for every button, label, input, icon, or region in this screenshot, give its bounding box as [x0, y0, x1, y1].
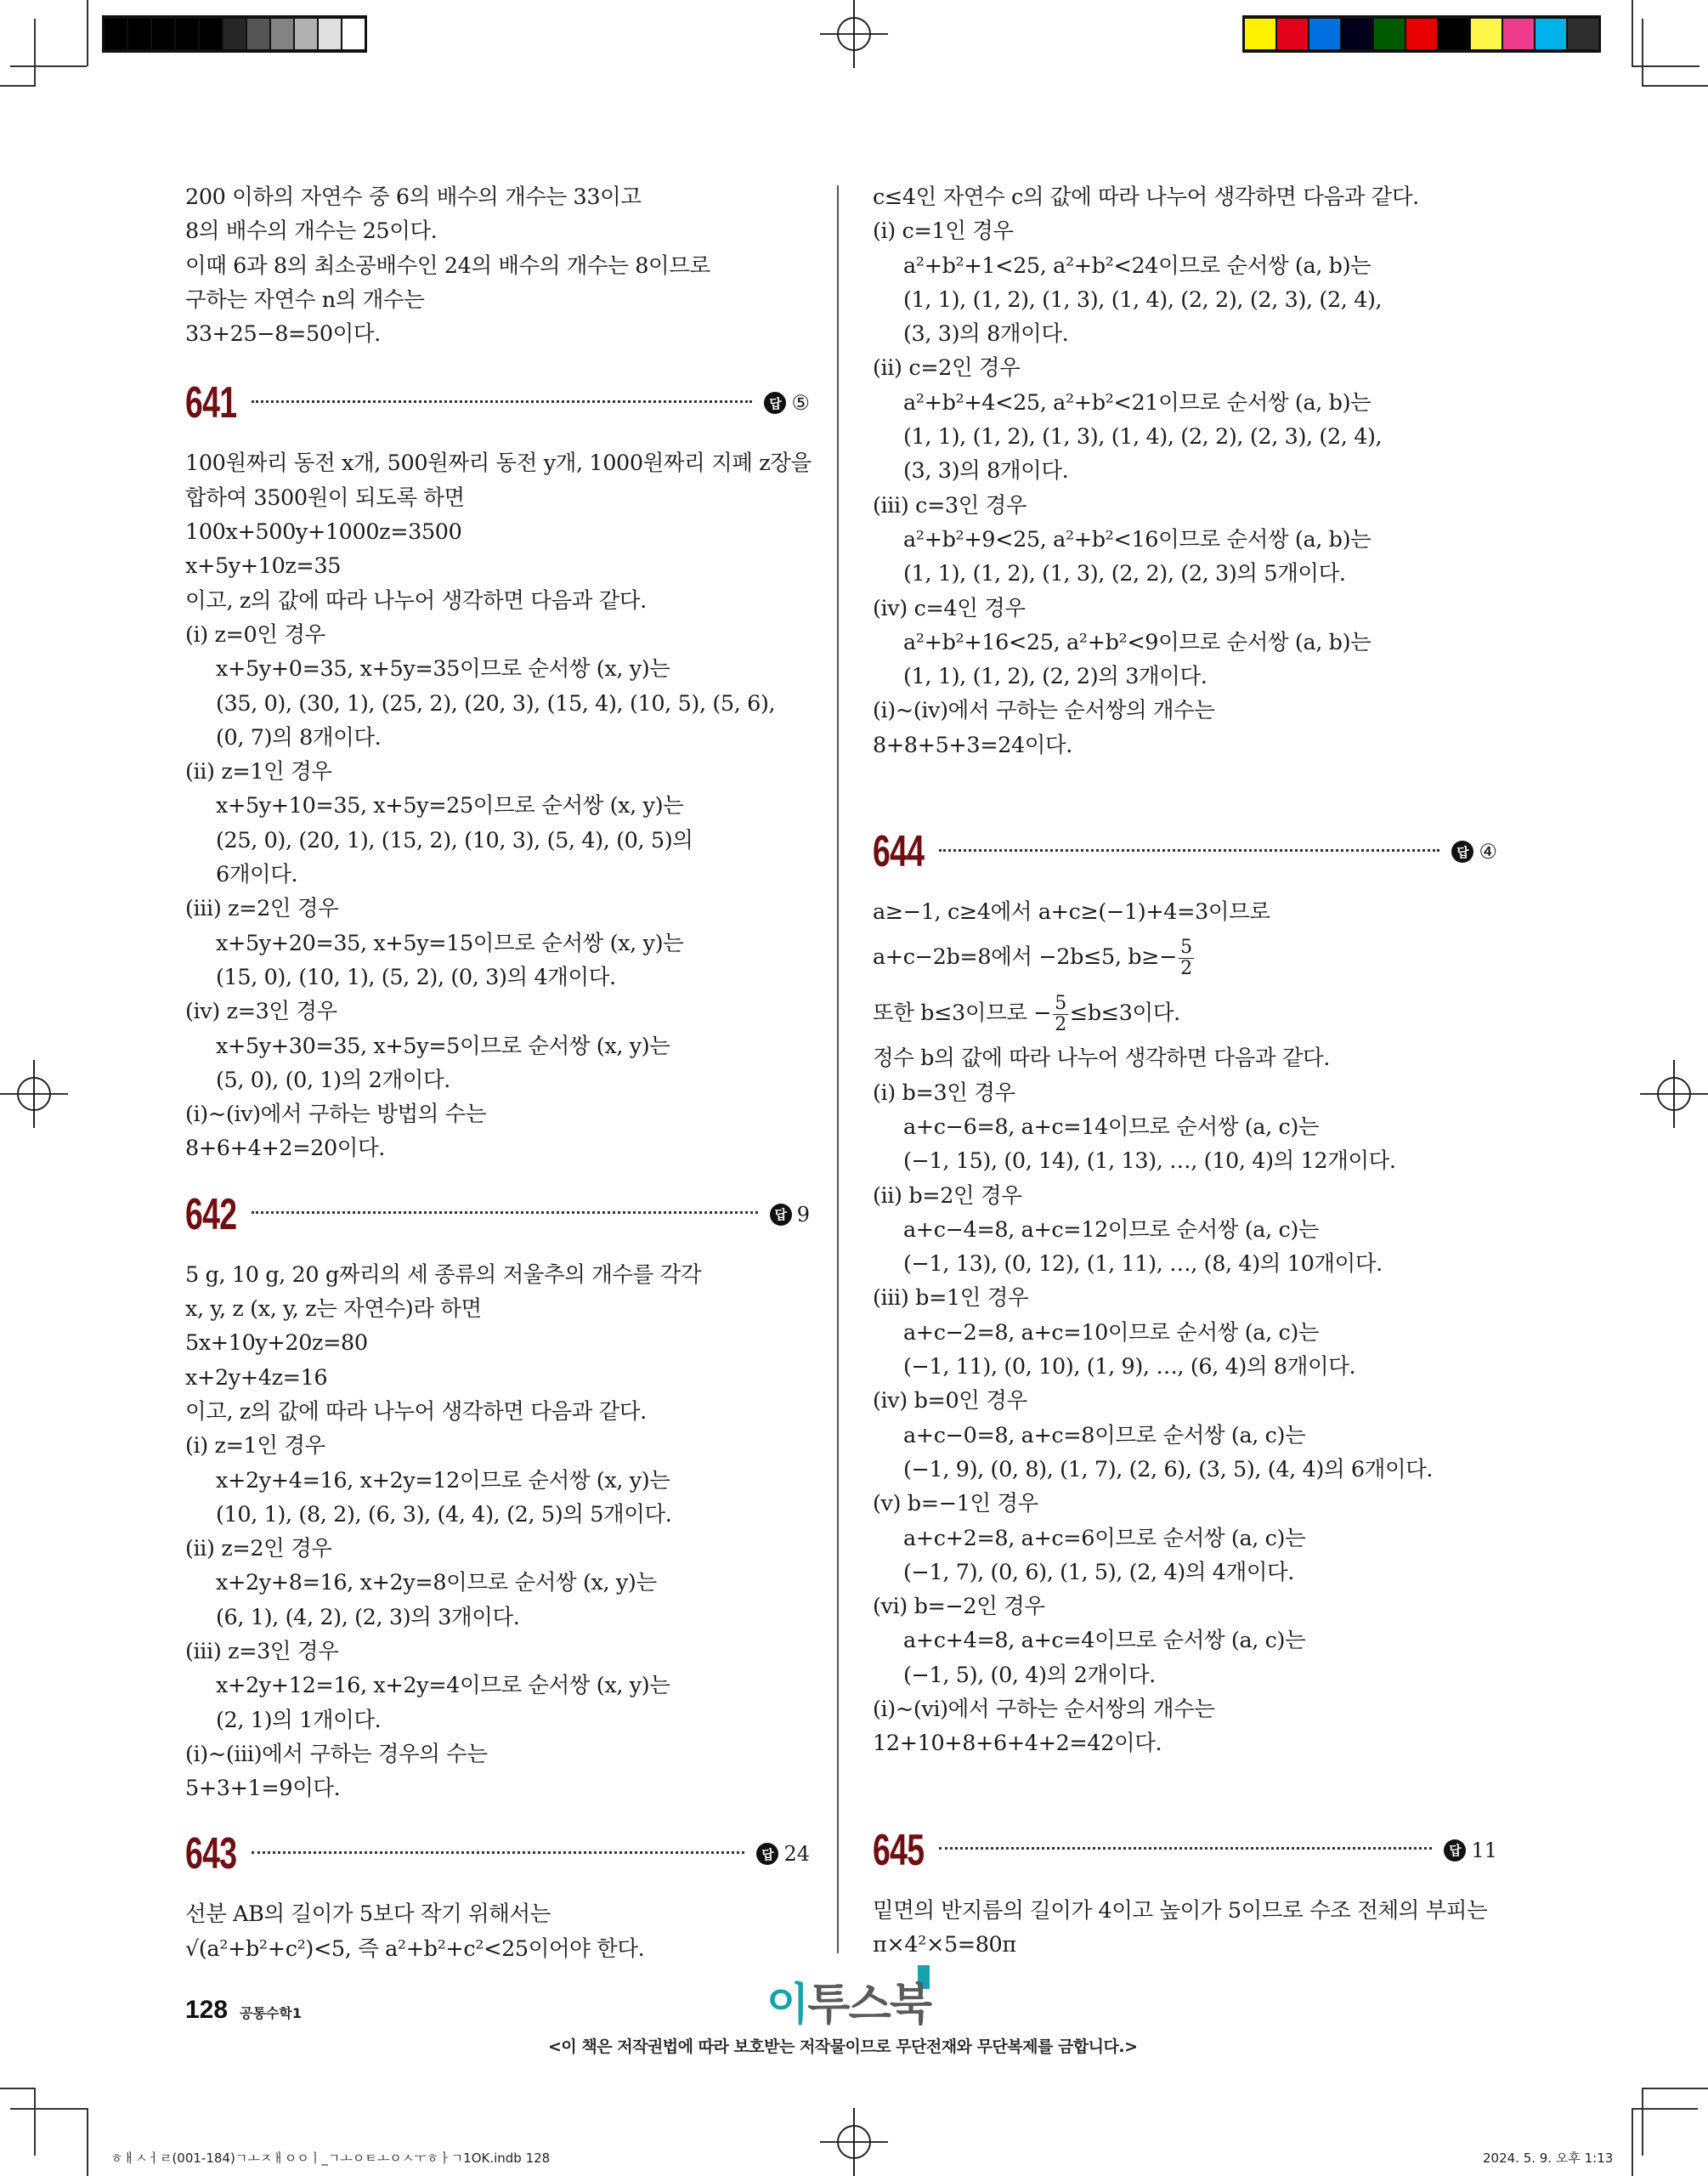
- answer: [764, 391, 810, 415]
- text-line: 8+6+4+2=20이다.: [185, 1136, 385, 1162]
- text-line: x+5y+30=35, x+5y=5이므로 순서쌍 (x, y)는: [216, 1033, 670, 1059]
- color-swatch: [1342, 19, 1372, 49]
- text-line: (−1, 13), (0, 12), (1, 11), …, (8, 4)의 10개이다.: [903, 1251, 1383, 1278]
- text-line: 정수 b의 값에 따라 나누어 생각하면 다음과 같다.: [873, 1046, 1330, 1072]
- problem-header-643: [185, 1824, 810, 1884]
- problem-number: 641: [185, 378, 237, 428]
- text-line: (25, 0), (20, 1), (15, 2), (10, 3), (5, 4), (0, 5)의: [216, 827, 693, 853]
- answer-badge-icon: 답: [770, 1204, 792, 1226]
- text-line: 8+8+5+3=24이다.: [873, 732, 1072, 758]
- text-line: 8의 배수의 개수는 25이다.: [185, 218, 438, 245]
- crop-mark: [34, 2088, 36, 2156]
- solution-641: [185, 446, 810, 1165]
- crop-mark: [87, 0, 88, 66]
- text-line: (i)~(iii)에서 구하는 경우의 수는: [185, 1741, 488, 1767]
- solution-644-cases: [873, 1041, 1497, 1760]
- answer: [756, 1842, 810, 1866]
- intro-solution: [185, 180, 810, 351]
- text-line: 구하는 자연수 n의 개수는: [185, 286, 425, 313]
- text-line: a+c+2=8, a+c=6이므로 순서쌍 (a, c)는: [903, 1525, 1306, 1551]
- text-line: 33+25−8=50이다.: [185, 321, 381, 348]
- text-line: x+2y+4=16, x+2y=12이므로 순서쌍 (x, y)는: [216, 1467, 670, 1493]
- text-line: 100x+500y+1000z=3500: [185, 519, 462, 546]
- text-line: 밑면의 반지름의 길이가 4이고 높이가 5이므로 수조 전체의 부피는: [873, 1897, 1488, 1924]
- color-swatch: [1406, 19, 1437, 49]
- text-line: (10, 1), (8, 2), (6, 3), (4, 4), (2, 5)의 5개이다.: [216, 1501, 672, 1527]
- color-swatch: [1245, 19, 1275, 49]
- text-line: (ii) b=2인 경우: [873, 1182, 1022, 1209]
- answer-value: 9: [796, 1202, 810, 1227]
- color-swatch: [223, 19, 246, 49]
- crop-mark: [1632, 2108, 1633, 2176]
- answer: [1444, 1839, 1497, 1862]
- right-column: [873, 180, 1497, 1962]
- color-swatch: [295, 19, 317, 49]
- color-swatch: [247, 19, 269, 49]
- text-line: (5, 0), (0, 1)의 2개이다.: [216, 1067, 450, 1093]
- crop-mark: [34, 19, 36, 85]
- text-line: 이고, z의 값에 따라 나누어 생각하면 다음과 같다.: [185, 587, 647, 614]
- problem-header-644: [873, 822, 1497, 881]
- color-swatch: [1374, 19, 1405, 49]
- registration-mark-icon: [0, 1060, 68, 1128]
- text-line: (i) c=1인 경우: [873, 218, 1014, 245]
- text-line: (iii) c=3인 경우: [873, 492, 1027, 518]
- text-line: (6, 1), (4, 2), (2, 3)의 3개이다.: [216, 1604, 520, 1630]
- text-line: (3, 3)의 8개이다.: [903, 321, 1069, 348]
- solution-643-continued: [873, 180, 1497, 762]
- text-line: 12+10+8+6+4+2=42이다.: [873, 1731, 1162, 1757]
- color-swatch: [342, 19, 365, 49]
- text-line: a≥−1, c≥4에서 a+c≥(−1)+4=3이므로: [873, 899, 1270, 926]
- color-swatch: [1439, 19, 1469, 49]
- page-number: 128: [185, 1996, 229, 2024]
- text-line: (i)~(vi)에서 구하는 순서쌍의 개수는: [873, 1696, 1215, 1722]
- text-line: 이때 6과 8의 최소공배수인 24의 배수의 개수는 8이므로: [185, 252, 710, 279]
- answer: [1451, 840, 1497, 864]
- numerator: 5: [1180, 936, 1192, 958]
- dotted-leader: [252, 400, 752, 403]
- registration-mark-icon: [1640, 1060, 1708, 1128]
- text-line: a+c+4=8, a+c=4이므로 순서쌍 (a, c)는: [903, 1628, 1306, 1654]
- text-line: a²+b²+4<25, a²+b²<21이므로 순서쌍 (a, b)는: [903, 389, 1371, 416]
- text-line: x, y, z (x, y, z는 자연수)라 하면: [185, 1296, 482, 1323]
- text-line: (ii) z=1인 경우: [185, 759, 332, 785]
- color-swatch: [176, 19, 198, 49]
- text-line: (−1, 5), (0, 4)의 2개이다.: [903, 1662, 1156, 1688]
- color-swatch: [152, 19, 174, 49]
- text-line: 6개이다.: [216, 862, 298, 888]
- solution-644: [873, 895, 1497, 1761]
- text-line: (iv) b=0인 경우: [873, 1388, 1027, 1414]
- color-swatch: [200, 19, 222, 49]
- text-line: √(a²+b²+c²)<5, 즉 a²+b²+c²<25이어야 한다.: [185, 1935, 645, 1962]
- crop-mark: [1642, 2088, 1708, 2089]
- crop-mark: [1642, 2088, 1643, 2156]
- text-line: (1, 1), (1, 2), (1, 3), (2, 2), (2, 3)의 5개이다.: [903, 561, 1346, 587]
- text-line: (2, 1)의 1개이다.: [216, 1707, 382, 1733]
- text-line: (i) b=3인 경우: [873, 1080, 1015, 1106]
- text-line: (3, 3)의 8개이다.: [903, 458, 1069, 484]
- text-line: a+c−0=8, a+c=8이므로 순서쌍 (a, c)는: [903, 1422, 1306, 1448]
- color-swatch: [128, 19, 150, 49]
- text-line: 100원짜리 동전 x개, 500원짜리 동전 y개, 1000원짜리 지폐 z장을: [185, 450, 812, 477]
- color-swatch: [1309, 19, 1340, 49]
- problem-header-645: [873, 1821, 1497, 1880]
- solution-643: [185, 1897, 810, 1966]
- color-swatch: [105, 19, 127, 49]
- problem-number: 645: [873, 1825, 925, 1875]
- crop-mark: [1642, 85, 1708, 87]
- left-column: [185, 180, 810, 1966]
- text-line: x+2y+8=16, x+2y=8이므로 순서쌍 (x, y)는: [216, 1570, 657, 1596]
- text-line: (15, 0), (10, 1), (5, 2), (0, 3)의 4개이다.: [216, 964, 616, 990]
- text-line: (vi) b=−2인 경우: [873, 1594, 1045, 1620]
- text-line: π×4²×5=80π: [873, 1931, 1016, 1958]
- math-text: ≤b≤3이다.: [1069, 1000, 1180, 1027]
- crop-mark: [87, 2108, 88, 2176]
- problem-header-642: [185, 1185, 810, 1244]
- logo-text-gray: 투스북: [807, 1980, 930, 2031]
- fraction: [1179, 938, 1194, 979]
- dotted-leader: [939, 1847, 1432, 1850]
- crop-mark: [0, 85, 36, 87]
- text-line: 5x+10y+20z=80: [185, 1330, 368, 1357]
- color-swatch: [319, 19, 341, 49]
- text-line: 이고, z의 값에 따라 나누어 생각하면 다음과 같다.: [185, 1398, 647, 1425]
- color-swatch: [1471, 19, 1502, 49]
- text-line: a²+b²+16<25, a²+b²<9이므로 순서쌍 (a, b)는: [903, 629, 1371, 655]
- crop-mark: [10, 2108, 88, 2110]
- text-line: (35, 0), (30, 1), (25, 2), (20, 3), (15, 4), (10, 5), (5, 6),: [216, 690, 776, 717]
- text-line: (1, 1), (1, 2), (2, 2)의 3개이다.: [903, 664, 1207, 690]
- answer-value: ④: [1479, 840, 1497, 864]
- math-text: 또한 b≤3이므로 −: [873, 1000, 1052, 1027]
- text-line: 200 이하의 자연수 중 6의 배수의 개수는 33이고: [185, 184, 642, 210]
- text-line: (v) b=−1인 경우: [873, 1491, 1038, 1517]
- text-line: 5 g, 10 g, 20 g짜리의 세 종류의 저울추의 개수를 각각: [185, 1261, 702, 1288]
- color-swatch: [1568, 19, 1598, 49]
- text-line: a²+b²+9<25, a²+b²<16이므로 순서쌍 (a, b)는: [903, 526, 1371, 552]
- print-slug-date: 2024. 5. 9. 오후 1:13: [1483, 2150, 1614, 2166]
- color-calibration-bar: [1242, 15, 1601, 53]
- answer-value: ⑤: [791, 391, 810, 416]
- text-line: a+c−6=8, a+c=14이므로 순서쌍 (a, c)는: [903, 1114, 1320, 1140]
- logo-text-teal: 이: [766, 1980, 808, 2031]
- text-line: x+5y+10z=35: [185, 553, 342, 580]
- color-swatch: [1536, 19, 1566, 49]
- text-line: (ii) c=2인 경우: [873, 355, 1021, 382]
- answer-value: 24: [783, 1842, 810, 1867]
- dotted-leader: [252, 1211, 758, 1214]
- text-line: 선분 AB의 길이가 5보다 작기 위해서는: [185, 1901, 551, 1928]
- dotted-leader: [252, 1851, 744, 1854]
- problem-number: 644: [873, 827, 925, 877]
- answer-badge-icon: 답: [1444, 1839, 1466, 1862]
- problem-number: 643: [185, 1829, 237, 1879]
- answer-value: 11: [1471, 1838, 1497, 1862]
- text-line: x+5y+0=35, x+5y=35이므로 순서쌍 (x, y)는: [216, 656, 670, 683]
- text-line-with-fraction: [873, 985, 1497, 1041]
- denominator: 2: [1055, 1013, 1066, 1035]
- print-slug-filename: ㅎㅐㅅㅓㄹ(001-184)ㄱㅗㅈㅐㅇㅇㅣ_ㄱㅗㅇㅌㅗㅇㅅㅜㅎㅏㄱ1OK.indb 128: [110, 2150, 551, 2166]
- text-line: x+2y+4z=16: [185, 1364, 328, 1391]
- text-line: c≤4인 자연수 c의 값에 따라 나누어 생각하면 다음과 같다.: [873, 184, 1419, 210]
- book-title: 공통수학1: [240, 2005, 302, 2021]
- solution-642: [185, 1258, 810, 1806]
- crop-mark: [1632, 0, 1633, 66]
- crop-mark: [10, 65, 87, 67]
- text-line: (−1, 11), (0, 10), (1, 9), …, (6, 4)의 8개이다.: [903, 1354, 1356, 1380]
- text-line: (0, 7)의 8개이다.: [216, 724, 382, 751]
- solution-645: [873, 1894, 1497, 1963]
- denominator: 2: [1180, 957, 1192, 979]
- text-line: (−1, 15), (0, 14), (1, 13), …, (10, 4)의 12개이다.: [903, 1148, 1396, 1175]
- dotted-leader: [939, 849, 1439, 852]
- text-line: a+c−4=8, a+c=12이므로 순서쌍 (a, c)는: [903, 1216, 1320, 1243]
- text-line: (iv) z=3인 경우: [185, 999, 337, 1025]
- text-line: (iii) z=3인 경우: [185, 1638, 339, 1664]
- text-line: x+5y+20=35, x+5y=15이므로 순서쌍 (x, y)는: [216, 930, 684, 956]
- registration-mark-icon: [820, 0, 888, 68]
- answer-badge-icon: 답: [1451, 841, 1473, 863]
- text-line: a+c−2=8, a+c=10이므로 순서쌍 (a, c)는: [903, 1319, 1320, 1346]
- color-swatch: [271, 19, 293, 49]
- grayscale-calibration-bar: [102, 15, 367, 53]
- crop-mark: [1632, 2108, 1698, 2110]
- crop-mark: [0, 2088, 36, 2089]
- color-swatch: [1503, 19, 1534, 49]
- text-line: (i)~(iv)에서 구하는 방법의 수는: [185, 1102, 487, 1128]
- problem-header-641: [185, 373, 810, 433]
- text-line: a²+b²+1<25, a²+b²<24이므로 순서쌍 (a, b)는: [903, 252, 1371, 279]
- text-line: 합하여 3500원이 되도록 하면: [185, 484, 465, 511]
- answer: [770, 1203, 810, 1227]
- registration-mark-icon: [820, 2108, 888, 2176]
- text-line: (−1, 7), (0, 6), (1, 5), (2, 4)의 4개이다.: [903, 1559, 1294, 1585]
- text-line: x+5y+10=35, x+5y=25이므로 순서쌍 (x, y)는: [216, 793, 684, 819]
- crop-mark: [1642, 19, 1643, 85]
- numerator: 5: [1055, 992, 1066, 1014]
- copyright-notice: <이 책은 저작권법에 따라 보호받는 저작물이므로 무단전재와 무단복제를 금합니다.>: [548, 2037, 1138, 2056]
- text-line: (iii) b=1인 경우: [873, 1285, 1029, 1312]
- text-line: (i) z=0인 경우: [185, 621, 325, 648]
- column-divider: [837, 185, 839, 1953]
- text-line: (iv) c=4인 경우: [873, 595, 1026, 621]
- text-line-with-fraction: [873, 929, 1497, 985]
- problem-number: 642: [185, 1189, 237, 1239]
- text-line: (i) z=1인 경우: [185, 1433, 325, 1459]
- text-line: x+2y+12=16, x+2y=4이므로 순서쌍 (x, y)는: [216, 1673, 670, 1699]
- answer-badge-icon: 답: [756, 1843, 778, 1865]
- answer-badge-icon: 답: [764, 392, 786, 414]
- text-line: 5+3+1=9이다.: [185, 1776, 341, 1802]
- text-line: (1, 1), (1, 2), (1, 3), (1, 4), (2, 2), (2, 3), (2, 4),: [903, 286, 1383, 313]
- fraction: [1053, 994, 1068, 1035]
- text-line: (−1, 9), (0, 8), (1, 7), (2, 6), (3, 5), (4, 4)의 6개이다.: [903, 1456, 1434, 1482]
- publisher-logo: [766, 1969, 930, 2032]
- text-line: (i)~(iv)에서 구하는 순서쌍의 개수는: [873, 698, 1215, 724]
- math-text: a+c−2b=8에서 −2b≤5, b≥−: [873, 944, 1178, 971]
- text-line: (iii) z=2인 경우: [185, 896, 339, 922]
- text-line: (ii) z=2인 경우: [185, 1536, 332, 1562]
- text-line: (1, 1), (1, 2), (1, 3), (1, 4), (2, 2), (2, 3), (2, 4),: [903, 424, 1383, 450]
- color-swatch: [1277, 19, 1308, 49]
